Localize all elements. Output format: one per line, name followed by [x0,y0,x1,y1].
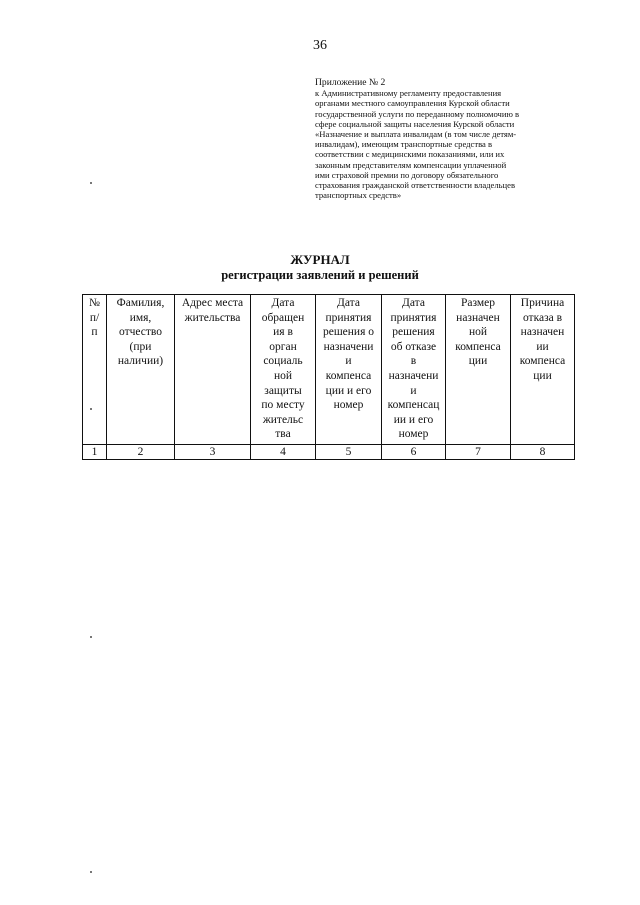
scan-speck [90,182,92,184]
column-header-line: номер [398,428,429,441]
column-header-line: назначен [456,311,500,324]
appendix-line: соответствии с медицинскими показаниями, или их [315,149,505,160]
column-header-line: принятия [390,311,437,324]
column-header-line: ия в [273,326,293,339]
column-header-line: об отказе [390,340,437,353]
column-header-line: п [91,326,98,339]
column-number: 1 [83,445,107,460]
scan-speck [90,871,92,873]
column-header-line: и [410,384,417,397]
appendix-line: инвалидам), имеющим транспортные средства в [315,139,493,150]
column-number: 8 [511,445,575,460]
appendix-line: «Назначение и выплата инвалидам (в том числе детям- [315,129,517,140]
column-header-line: ции [468,355,488,368]
column-header-line: (при [129,340,152,353]
column-header-line: Адрес места [181,297,244,309]
table-header-row [83,295,575,445]
column-header-line: Фамилия, [116,297,165,309]
column-header-line: № [89,297,100,309]
column-header-line: решения о [322,326,375,339]
appendix-line: к Административному регламенту предоставления [315,88,502,99]
column-header-line: ции и его [325,384,372,397]
column-header-line: назначени [388,369,439,382]
column-header-line: Причина [520,297,565,309]
column-number: 6 [382,445,446,460]
column-header-line: имя, [129,311,152,324]
journal-title: ЖУРНАЛ [290,252,350,267]
column-header-line: защиты [264,384,302,397]
column-header [107,295,175,445]
appendix-block [315,78,577,200]
column-header-line: в [410,355,417,368]
column-header-line: и [345,355,352,368]
column-header-line: компенсац [387,399,440,412]
column-header-line: ции [533,369,552,382]
column-number: 4 [251,445,316,460]
column-number: 2 [107,445,175,460]
column-header-line: принятия [325,311,372,324]
column-header-line: назначен [520,326,565,339]
column-header-line: наличии) [117,355,164,368]
column-header [511,295,575,445]
appendix-title: Приложение № 2 [315,77,386,88]
column-header [251,295,316,445]
column-header [175,295,251,445]
page-number: 36 [313,38,327,53]
column-number: 3 [175,445,251,460]
column-header-line: Дата [271,297,295,309]
column-header-line: ии [536,340,549,353]
column-header-line: решения [392,326,435,339]
column-header-line: компенса [455,340,501,353]
column-header-line: социаль [263,355,303,368]
column-header-line: Дата [337,297,360,309]
column-header-line: компенса [325,369,372,382]
column-header-line: жительства [184,311,241,324]
column-header-line: ной [273,369,293,382]
appendix-line: транспортных средств» [315,190,402,201]
column-number: 5 [316,445,382,460]
column-header-line: компенса [519,355,566,368]
column-header-line: орган [269,340,297,353]
column-header-line: номер [333,399,364,412]
column-header-line: п/ [89,311,100,324]
appendix-line: органами местного самоуправления Курской области [315,98,510,109]
appendix-line: законным представителям компенсации уплаченной [315,159,507,170]
column-header-line: жительс [262,413,304,426]
column-header-line: тва [275,428,291,441]
column-header-line: Размер [460,297,495,309]
registration-table [82,294,575,460]
column-header [446,295,511,445]
column-header-line: по месту [261,399,305,412]
appendix-line: государственной услуги по переданному полномочию в [315,108,520,119]
column-header-line: отчество [118,326,163,339]
column-header [382,295,446,445]
journal-subtitle: регистрации заявлений и решений [221,268,419,282]
appendix-line: сфере социальной защиты населения Курской области [315,118,515,129]
column-number: 7 [446,445,511,460]
column-header [83,295,107,445]
scan-speck [90,636,92,638]
column-header-line: назначени [323,340,374,353]
appendix-line: ими страховой премии по договору обязательного [315,169,499,180]
column-header-line: Дата [402,297,425,309]
column-header-line: обращен [261,311,305,324]
appendix-line: страхования гражданской ответственности владельцев [315,180,516,191]
column-header-line: ии и его [393,413,434,426]
column-number-row [83,445,575,460]
column-header-line: отказа в [522,311,563,324]
scan-speck [90,408,92,410]
column-header [316,295,382,445]
column-header-line: ной [468,326,488,339]
